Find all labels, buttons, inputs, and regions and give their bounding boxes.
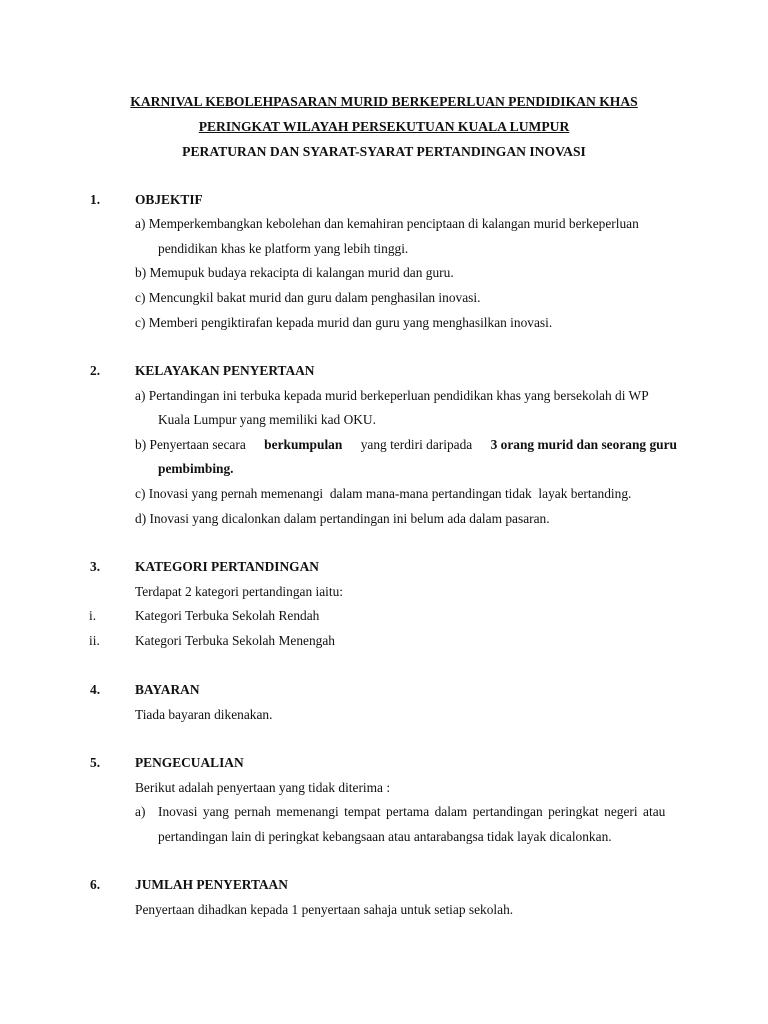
section-2-item-b-continued: pembimbing. <box>158 461 234 476</box>
section-5-number: 5. <box>90 755 101 770</box>
section-5-item-a-text: Inovasi yang pernah memenangi tempat pertama dalam pertandingan peringkat negeri atau <box>158 804 666 819</box>
document-title-line-1: KARNIVAL KEBOLEHPASARAN MURID BERKEPERLUAN PENDIDIKAN KHAS <box>130 94 638 109</box>
section-3-list-item-1: Kategori Terbuka Sekolah Rendah <box>135 608 320 623</box>
section-1-item-a-continued: pendidikan khas ke platform yang lebih tinggi. <box>158 241 409 256</box>
section-6-heading: JUMLAH PENYERTAAN <box>135 877 288 892</box>
section-3-number: 3. <box>90 559 101 574</box>
document-title-line-3: PERATURAN DAN SYARAT-SYARAT PERTANDINGAN INOVASI <box>182 144 586 159</box>
section-6-text: Penyertaan dihadkan kepada 1 penyertaan sahaja untuk setiap sekolah. <box>135 902 514 917</box>
section-3-intro: Terdapat 2 kategori pertandingan iaitu: <box>135 584 344 599</box>
section-5-heading: PENGECUALIAN <box>135 755 244 770</box>
section-1-item-a: a) Memperkembangkan kebolehan dan kemahiran penciptaan di kalangan murid berkeperluan <box>135 216 639 231</box>
section-5-item-a <box>158 804 677 820</box>
section-4-text: Tiada bayaran dikenakan. <box>135 707 273 722</box>
section-2-item-d: d) Inovasi yang dicalonkan dalam pertandingan ini belum ada dalam pasaran. <box>135 511 550 526</box>
section-1-item-b: b) Memupuk budaya rekacipta di kalangan murid dan guru. <box>135 265 454 280</box>
section-2-item-b-prefix: b) Penyertaan secara <box>135 437 250 452</box>
section-2-item-b-middle: yang terdiri daripada <box>357 437 476 452</box>
section-3-list-marker-1: i. <box>89 608 97 623</box>
section-1-item-c2: c) Memberi pengiktirafan kepada murid dan guru yang menghasilkan inovasi. <box>135 315 553 330</box>
section-2-item-b <box>135 437 677 453</box>
section-4-number: 4. <box>90 682 101 697</box>
section-3-list-marker-2: ii. <box>89 633 100 648</box>
section-1-number: 1. <box>90 192 101 207</box>
section-2-heading: KELAYAKAN PENYERTAAN <box>135 363 315 378</box>
section-3-list-item-2: Kategori Terbuka Sekolah Menengah <box>135 633 335 648</box>
section-1-item-c: c) Mencungkil bakat murid dan guru dalam penghasilan inovasi. <box>135 290 481 305</box>
section-1-heading: OBJEKTIF <box>135 192 203 207</box>
section-3-heading: KATEGORI PERTANDINGAN <box>135 559 319 574</box>
section-5-item-marker: a) <box>135 804 146 819</box>
section-2-item-a: a) Pertandingan ini terbuka kepada murid berkeperluan pendidikan khas yang bersekolah di WP <box>135 388 649 403</box>
section-2-item-b-bold-group: berkumpulan <box>264 437 343 452</box>
section-2-item-b-bold-members: 3 orang murid dan seorang guru <box>490 437 677 452</box>
section-2-number: 2. <box>90 363 101 378</box>
section-4-heading: BAYARAN <box>135 682 200 697</box>
section-5-item-a-continued: pertandingan lain di peringkat kebangsaan atau antarabangsa tidak layak dicalonkan. <box>158 829 612 844</box>
section-5-intro: Berikut adalah penyertaan yang tidak diterima : <box>135 780 391 795</box>
section-6-number: 6. <box>90 877 101 892</box>
section-2-item-c: c) Inovasi yang pernah memenangi dalam mana-mana pertandingan tidak layak bertanding. <box>135 486 632 501</box>
document-title-line-2: PERINGKAT WILAYAH PERSEKUTUAN KUALA LUMPUR <box>198 119 570 134</box>
section-2-item-a-continued: Kuala Lumpur yang memiliki kad OKU. <box>158 412 376 427</box>
